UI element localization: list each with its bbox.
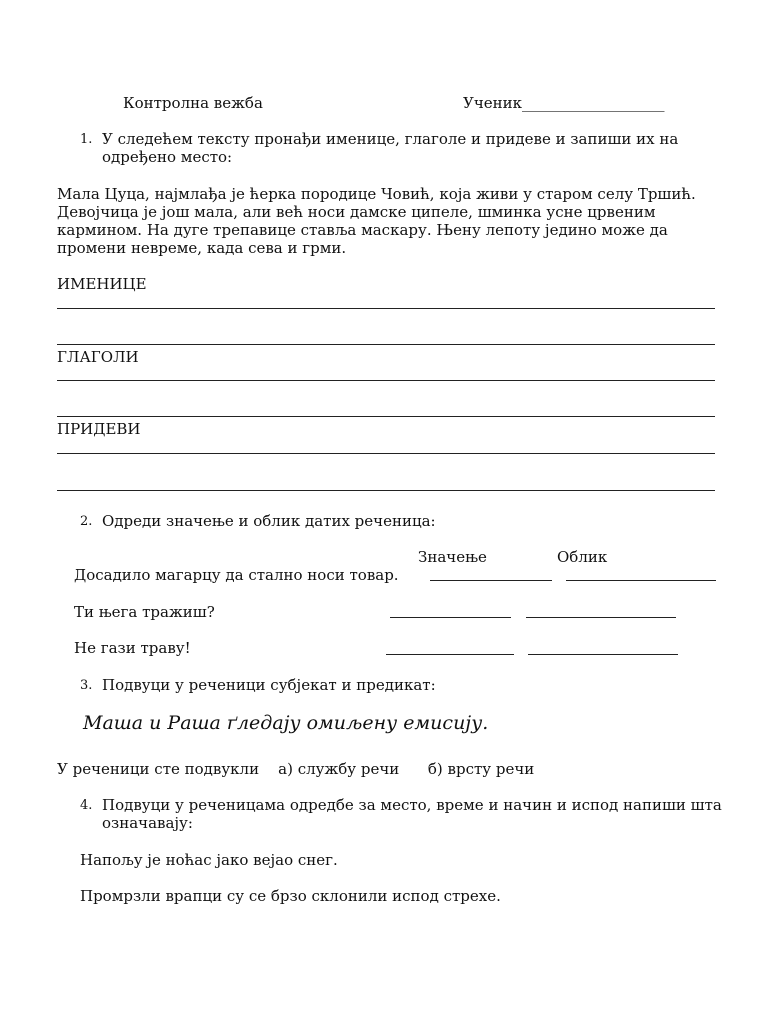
meaning-column-header: Значење [418,548,487,566]
form-answer-blank[interactable] [526,617,676,618]
task-4-instruction-line1: Подвуци у реченицама одредбе за место, време и начин и испод напиши шта [102,796,722,814]
passage-line: кармином. На дуге трепавице ставља маскару. Њену лепоту једино може да [57,221,668,239]
meaning-answer-blank[interactable] [386,654,514,655]
task-1-number: 1. [80,132,93,147]
worksheet-title: Контролна вежба [123,94,263,112]
student-name-field[interactable]: Ученик___________________ [463,94,665,112]
verbs-answer-line-2[interactable] [57,416,715,417]
task-2-sentence: Досадило магарцу да стално носи товар. [74,566,399,584]
form-answer-blank[interactable] [566,580,716,581]
adjectives-answer-line-1[interactable] [57,453,715,454]
passage-line: Мала Цуца, најмлађа је ћерка породице Човић, која живи у старом селу Тршић. [57,185,696,203]
meaning-answer-blank[interactable] [430,580,552,581]
form-column-header: Облик [557,548,608,566]
passage-line: промени невреме, када сева и грми. [57,239,347,257]
task-3-number: 3. [80,678,93,693]
task-4-instruction-line2: означавају: [102,814,193,832]
meaning-answer-blank[interactable] [390,617,511,618]
nouns-answer-line-2[interactable] [57,344,715,345]
task-1-instruction-line2: одређено место: [102,148,233,166]
task-3-sentence: Маша и Раша ґледају омиљену емисију. [83,712,489,734]
adjectives-heading: ПРИДЕВИ [57,420,141,438]
task-3-instruction: Подвуци у реченици субјекат и предикат: [102,676,436,694]
verbs-answer-line-1[interactable] [57,380,715,381]
task-3-question: У реченици сте подвукли а) службу речи б) врсту речи [57,760,535,778]
task-4-sentence: Напољу је ноћас јако вејао снег. [80,851,338,869]
passage-line: Девојчица је још мала, али већ носи дамске ципеле, шминка усне црвеним [57,203,656,221]
nouns-answer-line-1[interactable] [57,308,715,309]
nouns-heading: ИМЕНИЦЕ [57,275,147,293]
task-1-instruction-line1: У следећем тексту пронађи именице, глаголе и придеве и запиши их на [102,130,679,148]
task-4-sentence: Промрзли врапци су се брзо склонили испод стрехе. [80,887,501,905]
task-2-sentence: Ти њега тражиш? [74,603,215,621]
task-2-number: 2. [80,514,93,529]
form-answer-blank[interactable] [528,654,678,655]
task-2-instruction: Одреди значење и облик датих реченица: [102,512,436,530]
task-2-sentence: Не гази траву! [74,639,191,657]
verbs-heading: ГЛАГОЛИ [57,348,139,366]
task-4-number: 4. [80,798,93,813]
adjectives-answer-line-2[interactable] [57,490,715,491]
